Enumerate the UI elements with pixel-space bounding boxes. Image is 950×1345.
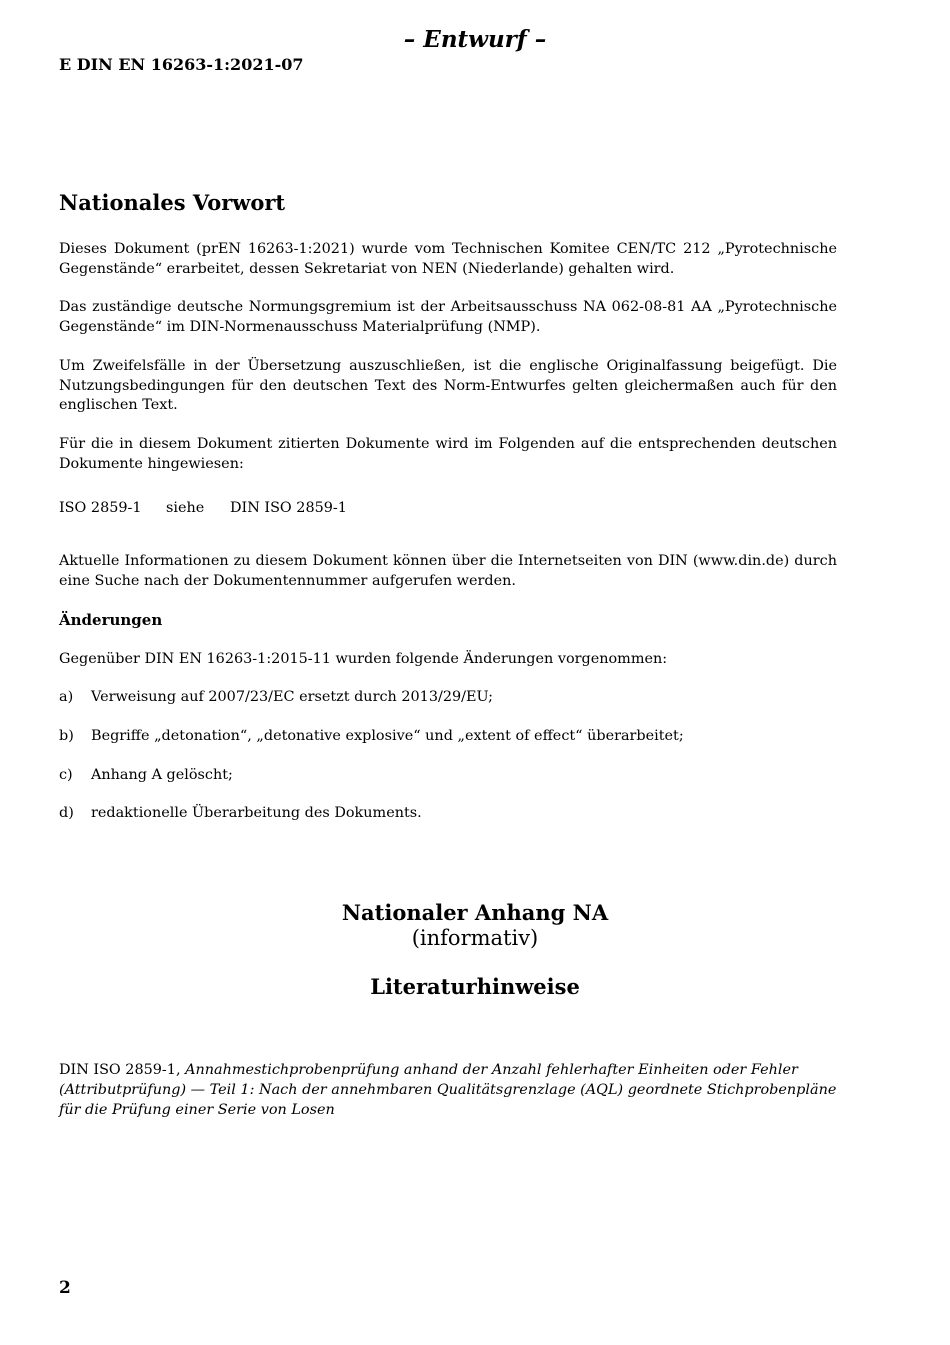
annex-title: Nationaler Anhang NA [341,900,609,925]
list-item-label: b) [59,728,74,744]
foreword-heading: Nationales Vorwort [59,190,286,215]
bibliography-title: Annahmestichprobenprüfung anhand der Anzahl fehlerhafter Einheiten oder Fehler (Attributprüfung) — Teil 1: Nach der annehmbaren Qualitätsgrenzlage (AQL) geordnete Stichprobenpläne für die Prüfung einer Serie von Losen [59,1062,837,1118]
list-item [59,727,684,747]
list-item [59,688,493,708]
annex-subtitle: (informativ) [411,926,539,950]
info-paragraph: Aktuelle Informationen zu diesem Dokument können über die Internetseiten von DIN (www.din.de) durch eine Suche nach der Dokumentennummer aufgerufen werden. [59,553,837,589]
bibliography-reference-id: DIN ISO 2859-1, [59,1062,181,1078]
foreword-paragraph-4: Für die in diesem Dokument zitierten Dokumente wird im Folgenden auf die entsprechenden deutschen Dokumente hingewiesen: [59,436,837,472]
list-item [59,804,422,824]
foreword-paragraph-1: Dieses Dokument (prEN 16263-1:2021) wurde vom Technischen Komitee CEN/TC 212 „Pyrotechnische Gegenstände“ erarbeitet, dessen Sekretariat von NEN (Niederlande) gehalten wird. [59,241,837,277]
list-item-label: c) [59,767,73,783]
reference-iso: ISO 2859-1 [59,500,142,516]
changes-heading: Änderungen [59,611,163,629]
page-number: 2 [59,1278,71,1298]
reference-relation: siehe [166,500,205,516]
list-item-label: a) [59,689,74,705]
list-item-text: Verweisung auf 2007/23/EC ersetzt durch 2013/29/EU; [91,689,493,705]
foreword-paragraph-3: Um Zweifelsfälle in der Übersetzung auszuschließen, ist die englische Originalfassung beigefügt. Die Nutzungsbedingungen für den deutschen Text des Norm-Entwurfes gelten gleichermaßen auch für den englischen Text. [59,358,837,413]
bibliography-heading: Literaturhinweise [370,974,580,999]
changes-intro: Gegenüber DIN EN 16263-1:2015-11 wurden folgende Änderungen vorgenommen: [59,651,668,667]
draft-watermark: – Entwurf – [403,26,547,53]
reference-din: DIN ISO 2859-1 [230,500,347,516]
reference-mapping [59,499,347,519]
list-item-label: d) [59,805,74,821]
list-item [59,766,233,786]
list-item-text: Anhang A gelöscht; [91,767,233,783]
bibliography-entry [59,1060,839,1120]
foreword-paragraph-2: Das zuständige deutsche Normungsgremium ist der Arbeitsausschuss NA 062-08-81 AA „Pyrotechnische Gegenstände“ im DIN-Normenausschuss Materialprüfung (NMP). [59,299,837,335]
list-item-text: redaktionelle Überarbeitung des Dokuments. [91,805,422,821]
list-item-text: Begriffe „detonation“, „detonative explosive“ und „extent of effect“ überarbeitet; [91,728,684,744]
document-id: E DIN EN 16263-1:2021-07 [59,55,304,74]
